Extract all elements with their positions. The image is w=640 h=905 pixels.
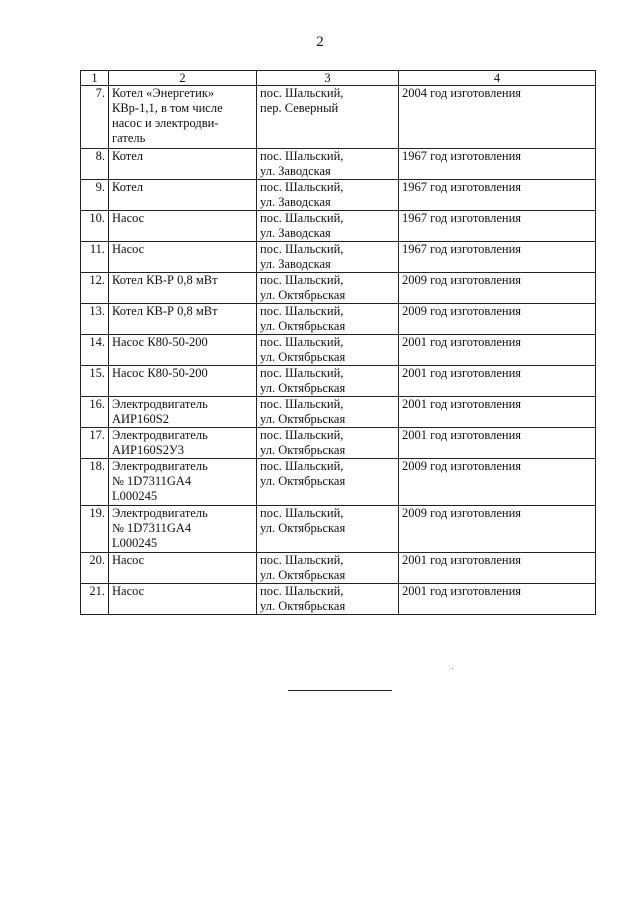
row-number: 16. (81, 397, 109, 428)
item-address: пос. Шальский, ул. Октябрьская (257, 335, 399, 366)
item-name: Котел КВ-Р 0,8 мВт (109, 273, 257, 304)
table-row (81, 428, 596, 459)
table-row (81, 506, 596, 553)
row-number: 18. (81, 459, 109, 506)
item-name: Насос (109, 584, 257, 615)
item-note: 2009 год изготовления (399, 273, 596, 304)
column-header: 4 (399, 71, 596, 86)
table-row (81, 86, 596, 149)
separator-line (288, 690, 392, 691)
item-name: Насос К80-50-200 (109, 335, 257, 366)
row-number: 17. (81, 428, 109, 459)
item-name: Электродвигатель АИР160S2 (109, 397, 257, 428)
item-name: Насос (109, 211, 257, 242)
row-number: 15. (81, 366, 109, 397)
table-row (81, 242, 596, 273)
item-note: 2001 год изготовления (399, 553, 596, 584)
row-number: 20. (81, 553, 109, 584)
table-row (81, 180, 596, 211)
table-row (81, 459, 596, 506)
table-row (81, 211, 596, 242)
item-address: пос. Шальский, ул. Октябрьская (257, 459, 399, 506)
item-name: Насос (109, 553, 257, 584)
item-note: 1967 год изготовления (399, 211, 596, 242)
row-number: 10. (81, 211, 109, 242)
row-number: 14. (81, 335, 109, 366)
table-row (81, 273, 596, 304)
item-note: 2001 год изготовления (399, 335, 596, 366)
column-header: 3 (257, 71, 399, 86)
item-address: пос. Шальский, ул. Заводская (257, 180, 399, 211)
table-row (81, 335, 596, 366)
item-note: 1967 год изготовления (399, 180, 596, 211)
item-address: пос. Шальский, ул. Заводская (257, 242, 399, 273)
item-name: Котел «Энергетик» КВр-1,1, в том числе насос и электродви- гатель (109, 86, 257, 149)
item-note: 2001 год изготовления (399, 428, 596, 459)
item-address: пос. Шальский, ул. Октябрьская (257, 506, 399, 553)
item-address: пос. Шальский, ул. Октябрьская (257, 397, 399, 428)
item-note: 1967 год изготовления (399, 242, 596, 273)
column-header: 2 (109, 71, 257, 86)
item-address: пос. Шальский, ул. Октябрьская (257, 304, 399, 335)
item-name: Электродвигатель № 1D7311GA4 L000245 (109, 506, 257, 553)
item-name: Электродвигатель АИР160S2У3 (109, 428, 257, 459)
table-row (81, 304, 596, 335)
item-note: 2009 год изготовления (399, 459, 596, 506)
item-note: 2001 год изготовления (399, 397, 596, 428)
row-number: 8. (81, 149, 109, 180)
row-number: 21. (81, 584, 109, 615)
item-address: пос. Шальский, пер. Северный (257, 86, 399, 149)
page-number: 2 (316, 34, 324, 50)
table-row (81, 553, 596, 584)
item-address: пос. Шальский, ул. Заводская (257, 211, 399, 242)
item-address: пос. Шальский, ул. Октябрьская (257, 273, 399, 304)
item-name: Котел КВ-Р 0,8 мВт (109, 304, 257, 335)
table-header-row (81, 71, 596, 86)
item-address: пос. Шальский, ул. Октябрьская (257, 428, 399, 459)
item-note: 2001 год изготовления (399, 584, 596, 615)
row-number: 11. (81, 242, 109, 273)
table-row (81, 397, 596, 428)
table-row (81, 149, 596, 180)
item-address: пос. Шальский, ул. Заводская (257, 149, 399, 180)
column-header: 1 (81, 71, 109, 86)
inventory-table (80, 70, 596, 615)
row-number: 9. (81, 180, 109, 211)
item-address: пос. Шальский, ул. Октябрьская (257, 366, 399, 397)
item-name: Насос (109, 242, 257, 273)
item-note: 2009 год изготовления (399, 304, 596, 335)
item-address: пос. Шальский, ул. Октябрьская (257, 553, 399, 584)
row-number: 19. (81, 506, 109, 553)
table-row (81, 584, 596, 615)
item-name: Насос К80-50-200 (109, 366, 257, 397)
row-number: 12. (81, 273, 109, 304)
item-note: 2009 год изготовления (399, 506, 596, 553)
row-number: 7. (81, 86, 109, 149)
item-name: Котел (109, 180, 257, 211)
item-note: 2001 год изготовления (399, 366, 596, 397)
table-row (81, 366, 596, 397)
item-note: 2004 год изготовления (399, 86, 596, 149)
item-address: пос. Шальский, ул. Октябрьская (257, 584, 399, 615)
item-name: Электродвигатель № 1D7311GA4 L000245 (109, 459, 257, 506)
scan-speck (452, 668, 453, 669)
item-note: 1967 год изготовления (399, 149, 596, 180)
item-name: Котел (109, 149, 257, 180)
row-number: 13. (81, 304, 109, 335)
